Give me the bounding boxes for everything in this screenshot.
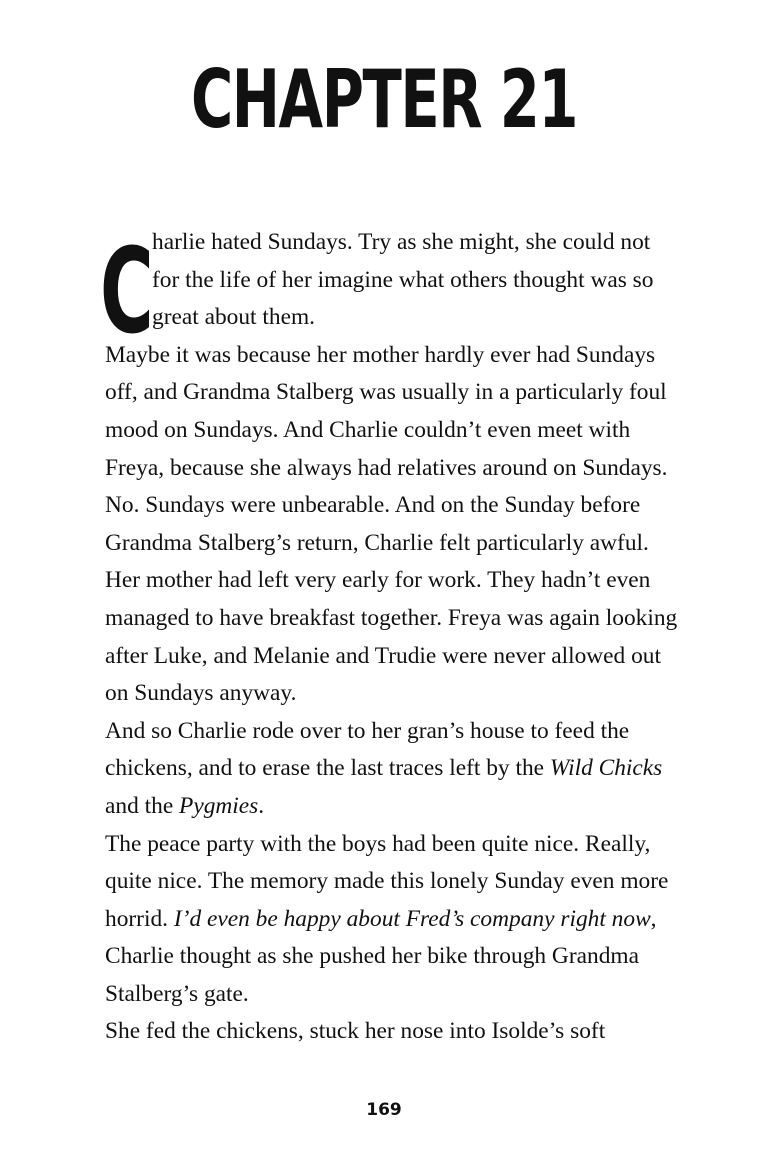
text-line: No. Sundays were unbearable. And on the Sunday before (105, 492, 641, 519)
text-line: great about them. (152, 304, 316, 331)
paragraph-1 (74, 224, 702, 337)
text-run: . (258, 792, 265, 819)
drop-cap: C (100, 222, 154, 360)
text-line: Maybe it was because her mother hardly ever had Sundays (105, 341, 656, 368)
text-line: harlie hated Sundays. Try as she might, she could not (152, 229, 651, 255)
text-line: Freya, because she always had relatives around on Sundays. (105, 454, 668, 481)
text-line (74, 901, 702, 939)
text-line: for the life of her imagine what others thought was so (152, 266, 654, 293)
italic-thought: I’d even be happy about Fred’s company right now (173, 905, 651, 932)
text-line: The peace party with the boys had been quite nice. Really, (105, 830, 651, 857)
text-line: Grandma Stalberg’s return, Charlie felt particularly awful. (105, 529, 649, 556)
text-line: off, and Grandma Stalberg was usually in a particularly foul (105, 379, 667, 406)
paragraph-2 (74, 337, 702, 563)
paragraph-6 (74, 1013, 702, 1051)
paragraph-5 (74, 826, 702, 1014)
text-run: , (650, 905, 657, 932)
text-run: and the (105, 792, 180, 819)
text-line: Her mother had left very early for work. They hadn’t even (105, 567, 651, 594)
chapter-body (74, 224, 702, 1051)
text-run: horrid. (105, 905, 174, 932)
text-line: quite nice. The memory made this lonely Sunday even more (105, 868, 669, 895)
page-number: 169 (366, 1100, 402, 1120)
text-line: Stalberg’s gate. (105, 980, 249, 1007)
text-line: managed to have breakfast together. Freya was again looking (105, 604, 678, 631)
text-line: mood on Sundays. And Charlie couldn’t even meet with (105, 416, 631, 443)
italic-title: Wild Chicks (549, 755, 663, 782)
text-line (74, 788, 702, 826)
text-line: on Sundays anyway. (105, 680, 297, 707)
text-line (74, 750, 702, 788)
chapter-title: CHAPTER 21 (190, 53, 578, 146)
paragraph-3 (74, 562, 702, 712)
text-line: And so Charlie rode over to her gran’s house to feed the (105, 717, 630, 744)
paragraph-4 (74, 713, 702, 826)
italic-title: Pygmies (179, 792, 259, 819)
text-line: She fed the chickens, stuck her nose into Isolde’s soft (105, 1018, 606, 1045)
text-run: chickens, and to erase the last traces left by the (105, 755, 550, 782)
text-line: Charlie thought as she pushed her bike through Grandma (105, 943, 639, 970)
text-line: after Luke, and Melanie and Trudie were never allowed out (105, 642, 661, 669)
